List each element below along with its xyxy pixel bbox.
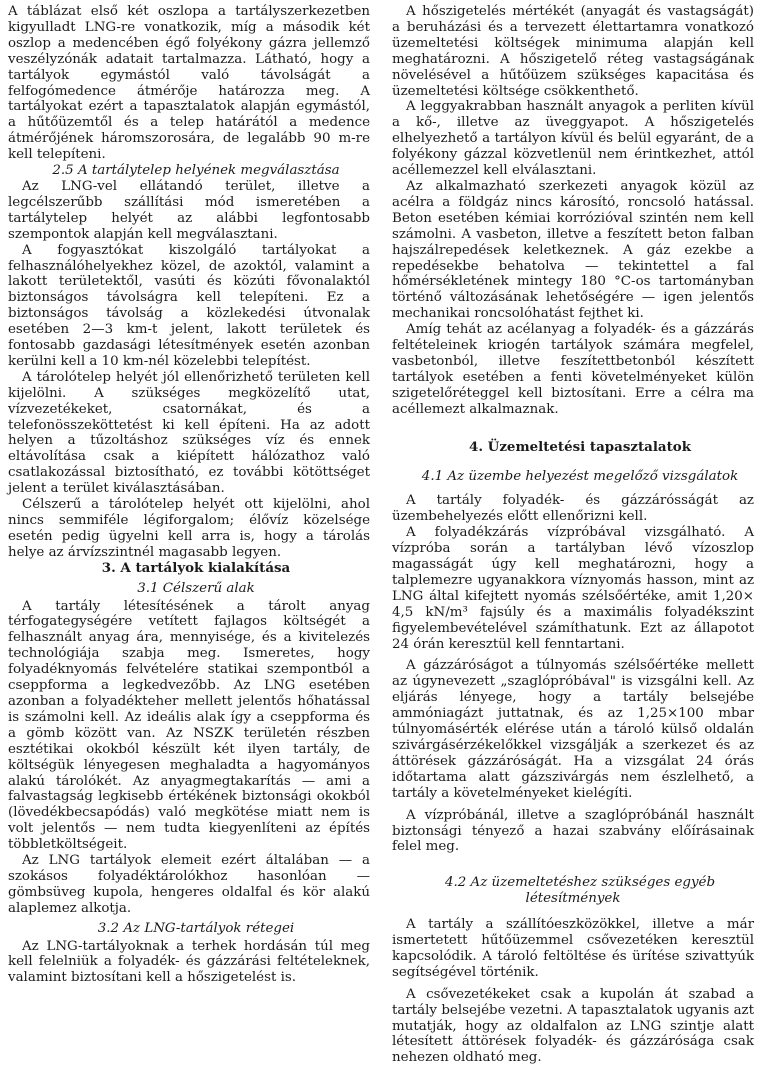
- left-column: [8, 4, 370, 986]
- paragraph: Az LNG-tartályoknak a terhek hordásán túl meg kell felelniük a folyadék- és gázzárási feltételeknek, valamint biztosítani kell a hőszigetelést is.: [8, 938, 370, 986]
- paragraph: Amíg tehát az acélanyag a folyadék- és a gázzárás feltételeinek kriogén tartályok számára megfelel, vasbetonból, illetve feszítettbetonból készített tartályok esetében a fenti követelményeket külön szigetelőréteggel kell biztosítani. Erre a célra ma acéllemezt alkalmaznak.: [392, 322, 754, 417]
- section-heading-4-1: 4.1 Az üzembe helyezést megelőző vizsgálatok: [421, 469, 739, 485]
- chapter-heading-3: 3. A tartályok kialakítása: [101, 559, 291, 576]
- paragraph: A táblázat első két oszlopa a tartályszerkezetben kigyulladt LNG-re vonatkozik, míg a második két oszlop a medencében égő folyékony gázra jellemző veszélyzónák adatait tartalmazza. Látható, hogy a tartályok egymástól való távolságát a felfogómedence átmérője határozza meg. A tartályokat ezért a tapasztalatok alapján egymástól, a hűtőüzemtől és a telep határától a medence átmérőjének háromszorosára, de legalább 90 m-re kell telepíteni.: [8, 4, 370, 163]
- paragraph: Az LNG tartályok elemeit ezért általában — a szokásos folyadéktárolókhoz hasonlóan — gömbsüveg kupola, hengeres oldalfal és kör alakú alaplemez alkotja.: [8, 853, 370, 916]
- paragraph: A folyadékzárás vízpróbával vizsgálható. A vízpróba során a tartályban lévő vízoszlop magasságát úgy kell meghatározni, hogy a talplemezre ugyanakkora víznyomás hasson, mint az LNG által kifejtett nyomás szélsőértéke, amit 1,20× 4,5 kN/m³ fajsúly és a maximális folyadékszint figyelembevételével számíthatunk. Ezt az állapotot 24 órán keresztül kell fenntartani.: [392, 525, 754, 652]
- paragraph: A vízpróbánál, illetve a szaglópróbánál használt biztonsági tényező a hazai szabvány előírásainak felel meg.: [392, 807, 754, 855]
- paragraph: A fogyasztókat kiszolgáló tartályokat a felhasználóhelyekhez közel, de azoktól, valamint a lakott területektől, vasúti és közúti fővonalaktól biztonságos távolságra kell telepíteni. Ez a biztonságos távolság a közlekedési útvonalak esetében 2—3 km-t jelent, lakott területek és fontosabb gazdasági létesítmények esetén azonban kerülni kell a 10 km-nél közelebbi telepítést.: [8, 242, 370, 369]
- paragraph: Az alkalmazható szerkezeti anyagok közül az acélra a földgáz nincs károsító, roncsoló hatással. Beton esetében kémiai korrózióval szintén nem kell számolni. A vasbeton, illetve a feszített beton falban hajszálrepedések keletkeznek. A gáz ezekbe a repedésekbe behatolva — tekintettel a fal hőmérsékletének mintegy 180 °C-os tartományban történő változásának lehetőségére — igen jelentős mechanikai roncsolóhatást fejthet ki.: [392, 178, 754, 322]
- paragraph: A leggyakrabban használt anyagok a perliten kívül a kő-, illetve az üveggyapot. A hőszigetelés elhelyezhető a tartályon kívül és belül egyaránt, de a folyékony gázzal közvetlenül nem érintkezhet, attól acéllemezzel kell elválasztani.: [392, 99, 754, 179]
- section-heading-3-1: 3.1 Célszerű alak: [137, 580, 255, 596]
- chapter-heading-4: 4. Üzemeltetési tapasztalatok: [469, 438, 691, 455]
- right-column: [392, 4, 754, 1066]
- paragraph: Célszerű a tárolótelep helyét ott kijelölni, ahol nincs semmiféle légiforgalom; élővíz közelsége esetén pedig ügyelni kell arra is, hogy a tárolás helye az árvízszintnél magasabb legyen.: [8, 497, 370, 560]
- paragraph: A tartály a szállítóeszközökkel, illetve a már ismertetett hűtőüzemmel csővezetéken keresztül kapcsolódik. A tároló feltöltése és ürítése szivattyúk segítségével történik.: [392, 917, 754, 980]
- paragraph: Az LNG-vel ellátandó terület, illetve a legcélszerűbb szállítási mód ismeretében a tartálytelep helyét az alábbi legfontosabb szempontok alapján kell megválasztani.: [8, 178, 370, 242]
- paragraph: A gázzáróságot a túlnyomás szélsőértéke mellett az úgynevezett „szaglópróbával" is vizsgálni kell. Az eljárás lényege, hogy a tartály belsejébe ammóniagázt juttatnak, és az 1,25×100 mbar túlnyomásérték elérése után a tároló külső oldalán szivárgásérzékelőkkel vizsgálják a szerkezet és az áttörések gázzáróságát. Ha a vizsgálat 24 órás időtartama alatt gázszivárgás nem észlelhető, a tartály a követelményeket kielégíti.: [392, 658, 754, 801]
- paragraph: A tartály folyadék- és gázzárósságát az üzembehelyezés előtt ellenőrizni kell.: [392, 493, 754, 525]
- paragraph: A csővezetékeket csak a kupolán át szabad a tartály belsejébe vezetni. A tapasztalatok ugyanis azt mutatják, hogy az oldalfalon az LNG szintje alatt létesített áttörések folyadék- és gázzárósága csak nehezen oldható meg.: [392, 986, 754, 1066]
- paragraph: A hőszigetelés mértékét (anyagát és vastagságát) a beruházási és a tervezett élettartamra vonatkozó üzemeltetési költségek minimuma alapján kell meghatározni. A hőszigetelő réteg vastagságának növelésével a hűtőüzem szükséges kapacitása és üzemeltetési költsége csökkenthető.: [392, 4, 754, 99]
- paragraph: A tárolótelep helyét jól ellenőrizhető területen kell kijelölni. A szükséges megközelítő utat, vízvezetékeket, csatornákat, és a telefonösszeköttetést ki kell építeni. Ha az adott helyen a tűzoltáshoz szükséges víz és ennek eltávolítása csak a kiépített hálózathoz való csatlakozással biztosítható, ez további kötöttséget jelent a terület kiválasztásában.: [8, 369, 370, 497]
- section-heading-2-5: 2.5 A tartálytelep helyének megválasztása: [52, 163, 340, 179]
- paragraph: A tartály létesítésének a tárolt anyag térfogategységére vetített fajlagos költségét a felhasznált anyag ára, mennyisége, és a kivitelezés technológiája szabja meg. Ismeretes, hogy folyadéknyomás felvételére statikai szempontból a cseppforma a legkedvezőbb. Az LNG esetében azonban a folyadékteher mellett jelentős hőhatással is számolni kell. Az ideális alak így a cseppforma és a gömb között van. Az NSZK területén részben esztétikai okokból készült két ilyen tartály, de költségük lényegesen meghaladta a hagyományos alakú tárolókét. Az anyagmegtakarítás — ami a falvastagság legkisebb értékének biztonsági okokból (lövedékbecsapódás) való megkötése miatt nem is volt jelentős — nem tudta kiegyenlíteni az építés többletköltségeit.: [8, 598, 370, 853]
- section-heading-3-2: 3.2 Az LNG-tartályok rétegei: [97, 920, 295, 936]
- section-heading-4-2: 4.2 Az üzemeltetéshez szükséges egyéb létesítmények: [444, 875, 716, 907]
